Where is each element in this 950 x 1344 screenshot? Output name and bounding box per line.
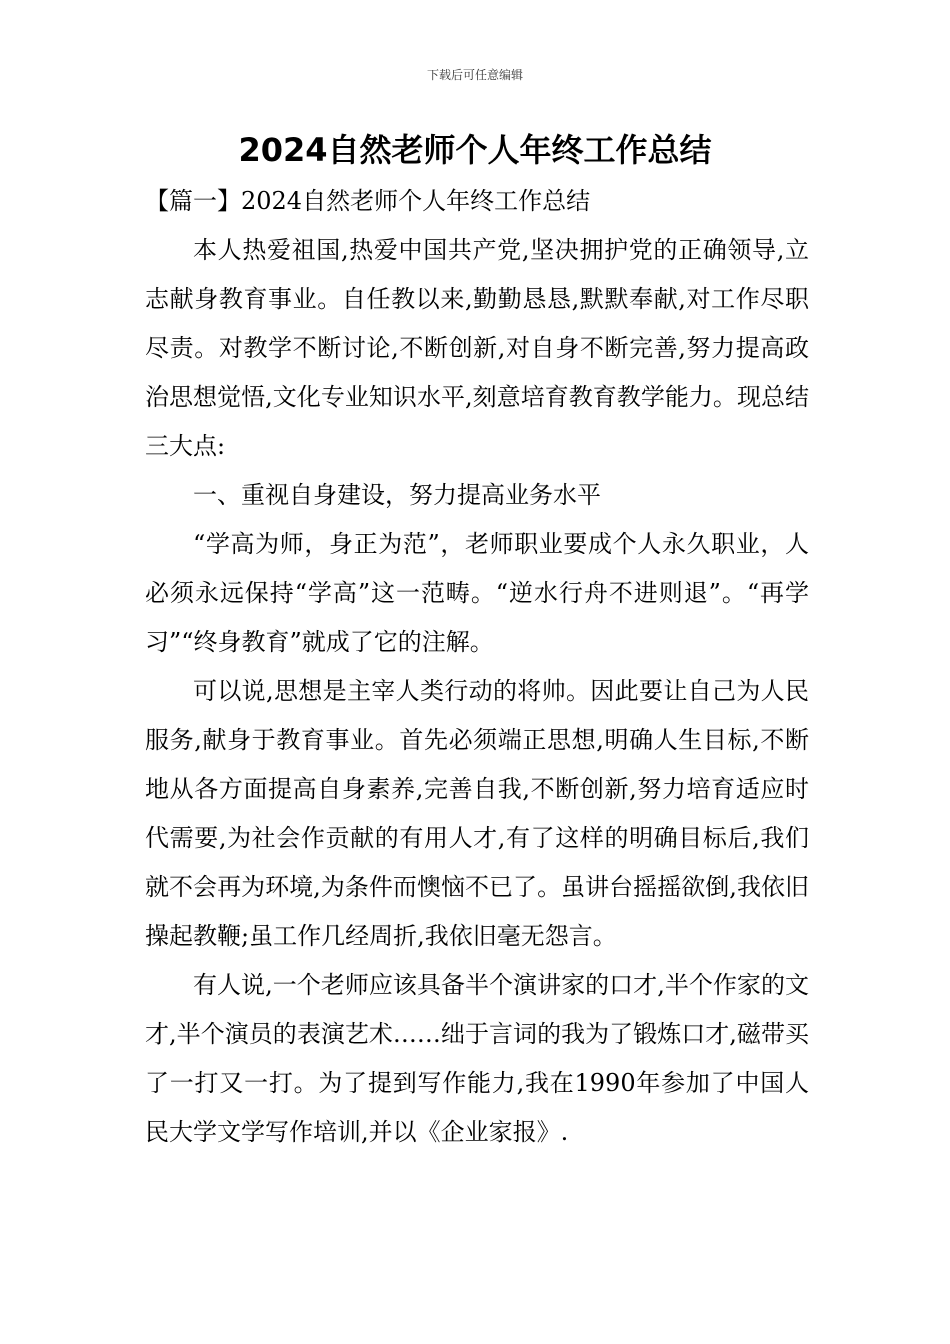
header-note: 下载后可任意编辑 xyxy=(426,68,523,82)
paragraph: 可以说,思想是主宰人类行动的将帅。因此要让自己为人民服务,献身于教育事业。首先必须端正思想,明确人生目标,不断地从各方面提高自身素养,完善自我,不断创新,努力培育适应时代需要,为社会作贡献的有用人才,有了这样的明确目标后,我们就不会再为环境,为条件而懊恼不已了。虽讲台摇摇欲倒,我依旧操起教鞭;虽工作几经周折,我依旧毫无怨言。 xyxy=(145,677,809,950)
paragraph: “学高为师，身正为范”，老师职业要成个人永久职业，人必须永远保持“学高”这一范畴。“逆水行舟不进则退”。“再学习”“终身教育”就成了它的注解。 xyxy=(145,530,809,656)
paragraph: 有人说,一个老师应该具备半个演讲家的口才,半个作家的文才,半个演员的表演艺术……绌于言词的我为了锻炼口才,磁带买了一打又一打。为了提到写作能力,我在1990年参加了中国人民大学文学写作培训,并以《企业家报》. xyxy=(145,971,809,1146)
section-heading: 一、重视自身建设，努力提高业务水平 xyxy=(193,481,601,509)
document-body xyxy=(145,177,809,1157)
paragraph: 本人热爱祖国,热爱中国共产党,坚决拥护党的正确领导,立志献身教育事业。自任教以来,勤勤恳恳,默默奉献,对工作尽职尽责。对教学不断讨论,不断创新,对自身不断完善,努力提高政治思想觉悟,文化专业知识水平,刻意培育教育教学能力。现总结三大点: xyxy=(145,236,809,460)
document-subtitle: 【篇一】2024自然老师个人年终工作总结 xyxy=(145,187,591,215)
document-title: 2024自然老师个人年终工作总结 xyxy=(238,131,712,169)
